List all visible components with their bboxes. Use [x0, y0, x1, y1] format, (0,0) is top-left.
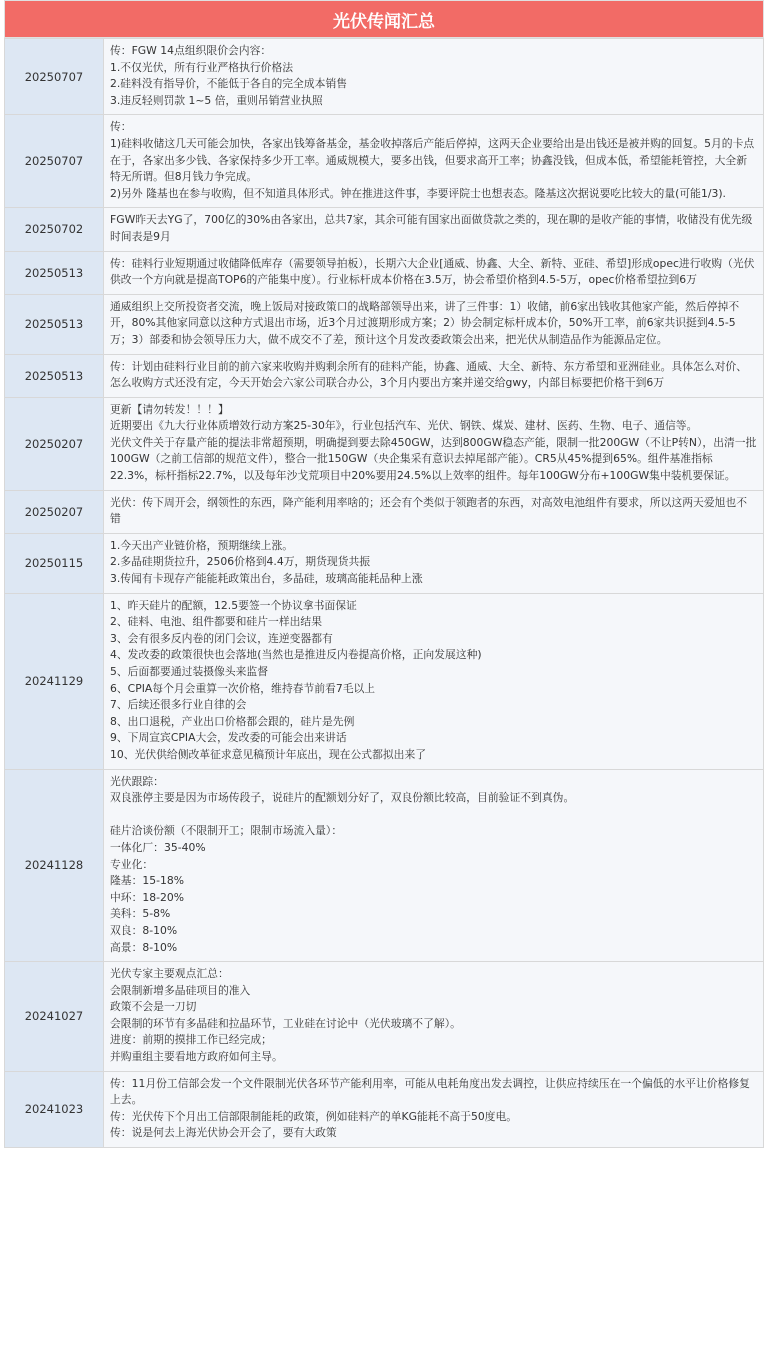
table-row	[5, 593, 764, 769]
content-line: 双良涨停主要是因为市场传段子，说硅片的配额划分好了，双良份额比较高，目前验证不到真伪。	[110, 791, 575, 805]
table-row	[5, 1071, 764, 1147]
content-line: 近期要出《九大行业体质增效行动方案25-30年》，行业包括汽车、光伏、钢铁、煤炭、建材、医药、生物、电子、通信等。	[110, 419, 698, 433]
content-line: 光伏文件关于存量产能的提法非常超预期，明确提到要去除450GW，达到800GW稳态产能，限制一批200GW（不让P转N），出清一批100GW（之前工信部的规范文件），整合一批150GW（央企集采有意识去掉尾部产能）。CR5从45%提到65%。组件基准指标22.3%，标杆指标22.7%，以及每年沙戈荒项目中20%要用24.5%以上效率的组件。每年100GW分布+100GW集中装机要保证。	[110, 435, 757, 483]
content-line: 高景：8-10%	[110, 940, 178, 954]
content-line: 双良：8-10%	[110, 923, 178, 937]
content-line: 2.硅料没有指导价，不能低于各自的完全成本销售	[110, 77, 348, 91]
rumor-table-body	[5, 39, 764, 1148]
row-content	[104, 533, 764, 593]
row-content	[104, 294, 764, 354]
content-line: 会限制新增多晶硅项目的准入	[110, 983, 251, 997]
row-date: 20250207	[5, 490, 104, 533]
content-line: 5、后面都要通过装摄像头来监督	[110, 665, 269, 678]
row-date: 20250207	[5, 397, 104, 490]
content-line: 通威组织上交所投资者交流，晚上饭局对接政策口的战略部领导出来，讲了三件事：1）收储，前6家出钱收其他家产能，然后停掉不开，80%其他家同意以这种方式退出市场，近3个月过渡期形成方案；2）协会制定标杆成本价，50%开工率，前6家共识挺到4.5-5万；3）部委和协会领导压力大，做不成交不了差，预计这个月发改委政策会出来，把光伏从制造品作为能源品定位。	[110, 299, 740, 346]
content-line: 1)硅料收储这几天可能会加快，各家出钱筹备基金，基金收掉落后产能后停掉，这两天企业要给出是出钱还是被并购的回复。5月的卡点在于，各家出多少钱、各家保持多少开工率。通威规模大，要多出钱，但要求高开工率；协鑫没钱，但成本低，希望能耗管控，大全新特无所谓。但8月钱力争完成。	[110, 136, 755, 184]
sheet-title: 光伏传闻汇总	[4, 0, 764, 38]
table-row	[5, 39, 764, 115]
row-content	[104, 39, 764, 115]
row-date: 20241027	[5, 962, 104, 1072]
content-line: 光伏专家主要观点汇总：	[110, 967, 229, 981]
table-row	[5, 294, 764, 354]
content-line: 传：光伏传下个月出工信部限制能耗的政策，例如硅料产的单KG能耗不高于50度电。	[110, 1109, 518, 1123]
row-date: 20250702	[5, 208, 104, 251]
table-row	[5, 397, 764, 490]
content-line: 光伏跟踪：	[110, 774, 164, 788]
content-line: 光伏：传下周开会，纲领性的东西，降产能利用率啥的；还会有个类似于领跑者的东西，对高效电池组件有要求，所以这两天爱旭也不错	[110, 495, 748, 526]
content-line: 硅片洽谈份额（不限制开工；限制市场流入量）：	[110, 824, 343, 838]
row-content	[104, 397, 764, 490]
table-row	[5, 769, 764, 962]
table-row	[5, 354, 764, 397]
content-line: 一体化厂：35-40%	[110, 840, 206, 854]
content-line	[110, 807, 757, 824]
content-line: 专业化：	[110, 857, 154, 871]
content-line: 传：FGW 14点组织限价会内容：	[110, 44, 272, 57]
row-date: 20250513	[5, 251, 104, 294]
row-content	[104, 354, 764, 397]
row-content	[104, 208, 764, 251]
table-row	[5, 962, 764, 1072]
content-line: 3.违反轻则罚款 1~5 倍，重则吊销营业执照	[110, 93, 323, 107]
table-row	[5, 115, 764, 208]
row-content	[104, 1071, 764, 1147]
content-line: 2)另外 隆基也在参与收购，但不知道具体形式。钟在推进这件事，李要评院士也想表态。隆基这次据说要吃比较大的量(可能1/3).	[110, 186, 726, 200]
content-line: 政策不会是一刀切	[110, 1000, 197, 1014]
row-date: 20250513	[5, 294, 104, 354]
content-line: 传：计划由硅料行业目前的前六家来收购并购剩余所有的硅料产能，协鑫、通威、大全、新特、东方希望和亚洲硅业。具体怎么对价、怎么收购方式还没有定，今天开始会六家公司联合办公，3个月内要出方案并递交给gwy，内部目标要把价格干到6万	[110, 359, 748, 390]
row-date: 20250513	[5, 354, 104, 397]
row-content	[104, 769, 764, 962]
content-line: 传：11月份工信部会发一个文件限制光伏各环节产能利用率，可能从电耗角度出发去调控，让供应持续压在一个偏低的水平让价格修复上去。	[110, 1076, 750, 1107]
content-line: FGW昨天去YG了，700亿的30%由各家出，总共7家，其余可能有国家出面做贷款之类的，现在聊的是收产能的事情，收储没有优先级时间表是9月	[110, 213, 753, 243]
row-content	[104, 490, 764, 533]
content-line: 1.今天出产业链价格，预期继续上涨。	[110, 538, 294, 552]
row-content	[104, 593, 764, 769]
table-row	[5, 251, 764, 294]
content-line: 会限制的环节有多晶硅和拉晶环节，工业硅在讨论中（光伏玻璃不了解）。	[110, 1016, 461, 1030]
content-line: 2、硅料、电池、组件都要和硅片一样出结果	[110, 615, 323, 629]
content-line: 4、发改委的政策很快也会落地(当然也是推进反内卷提高价格，正向发展这种)	[110, 648, 482, 662]
row-date: 20241129	[5, 593, 104, 769]
content-line: 1、昨天硅片的配额，12.5要签一个协议拿书面保证	[110, 598, 357, 612]
row-date: 20241128	[5, 769, 104, 962]
table-row	[5, 208, 764, 251]
content-line: 9、下周宣宾CPIA大会，发改委的可能会出来讲话	[110, 731, 347, 745]
content-line: 并购重组主要看地方政府如何主导。	[110, 1050, 283, 1064]
row-date: 20241023	[5, 1071, 104, 1147]
row-date: 20250707	[5, 39, 104, 115]
content-line: 10、光伏供给侧改革征求意见稿预计年底出，现在公式都拟出来了	[110, 747, 427, 761]
rumor-table	[4, 38, 764, 1148]
content-line: 传：说是何去上海光伏协会开会了，要有大政策	[110, 1126, 337, 1140]
content-line: 更新【请勿转发！！！】	[110, 402, 229, 416]
row-date: 20250707	[5, 115, 104, 208]
content-line: 3、会有很多反内卷的闭门会议，连逆变器都有	[110, 631, 333, 645]
table-row	[5, 490, 764, 533]
row-content	[104, 115, 764, 208]
content-line: 传：	[110, 120, 132, 134]
content-line: 中环：18-20%	[110, 890, 185, 904]
content-line: 3.传闻有卡现存产能能耗政策出台，多晶硅，玻璃高能耗品种上涨	[110, 572, 423, 586]
content-line: 进度：前期的摸排工作已经完成；	[110, 1033, 272, 1047]
content-line: 6、CPIA每个月会重算一次价格，维持春节前看7毛以上	[110, 681, 376, 695]
row-date: 20250115	[5, 533, 104, 593]
content-line: 美科：5-8%	[110, 907, 171, 921]
content-line: 隆基：15-18%	[110, 874, 185, 888]
table-row	[5, 533, 764, 593]
row-content	[104, 962, 764, 1072]
content-line: 传：硅料行业短期通过收储降低库存（需要领导拍板），长期六大企业[通威、协鑫、大全、新特、亚硅、希望]形成opec进行收购（光伏供改一个方向就是提高TOP6的产能集中度）。行业标杆成本价格在3.5万，协会希望价格到4.5-5万，opec价格希望拉到6万	[110, 256, 755, 287]
content-line: 7、后续还很多行业自律的会	[110, 698, 247, 712]
content-line: 1.不仅光伏，所有行业严格执行价格法	[110, 60, 294, 74]
content-line: 2.多晶硅期货拉升，2506价格到4.4万，期货现货共振	[110, 555, 371, 569]
row-content	[104, 251, 764, 294]
content-line: 8、出口退税，产业出口价格都会跟的，硅片是先例	[110, 714, 355, 728]
